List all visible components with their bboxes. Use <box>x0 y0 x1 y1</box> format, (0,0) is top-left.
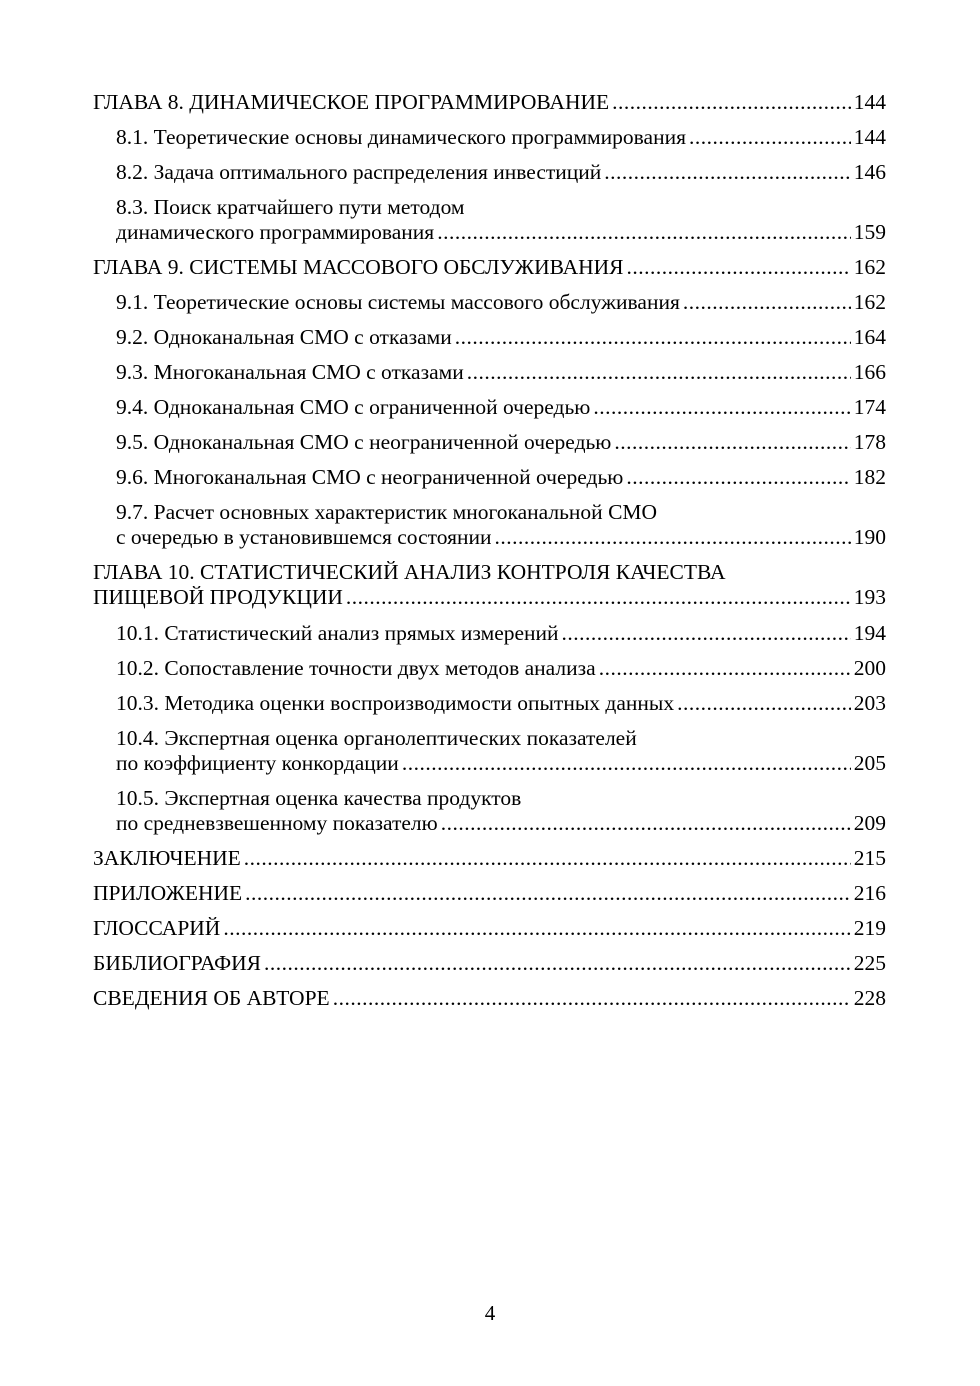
dot-leader <box>683 290 851 315</box>
toc-entry-line <box>116 691 886 716</box>
toc-entry-chapter-10[interactable] <box>93 560 886 621</box>
toc-entry-line <box>93 90 886 115</box>
toc-entry-title-line-1: ГЛАВА 10. СТАТИСТИЧЕСКИЙ АНАЛИЗ КОНТРОЛЯ КАЧЕСТВА <box>93 560 726 584</box>
toc-entry-title: ГЛОССАРИЙ <box>93 916 221 940</box>
dot-leader <box>467 360 851 385</box>
toc-entry-10-4[interactable] <box>93 726 886 786</box>
toc-entry-line <box>93 951 886 976</box>
toc-entry-title-line-2: по коэффициенту конкордации <box>116 751 399 775</box>
dot-leader <box>333 986 851 1011</box>
toc-entry-10-3[interactable] <box>93 691 886 726</box>
toc-page-number: 193 <box>853 585 886 609</box>
toc-entry-line <box>93 846 886 871</box>
toc-entry-title-line-2: с очередью в установившемся состоянии <box>116 525 492 549</box>
toc-entry-10-2[interactable] <box>93 656 886 691</box>
toc-page-number: 225 <box>853 951 886 975</box>
toc-entry-8-1[interactable] <box>93 125 886 160</box>
dot-leader <box>244 846 851 871</box>
toc-page-number: 209 <box>853 811 886 835</box>
toc-entry-line <box>93 881 886 906</box>
table-of-contents <box>93 90 886 1021</box>
toc-entry-glossary[interactable] <box>93 916 886 951</box>
toc-entry-10-1[interactable] <box>93 621 886 656</box>
toc-entry-title: БИБЛИОГРАФИЯ <box>93 951 261 975</box>
toc-entry-9-2[interactable] <box>93 325 886 360</box>
toc-entry-line <box>116 751 886 776</box>
toc-page-number: 144 <box>853 90 886 114</box>
dot-leader <box>245 881 851 906</box>
toc-entry-line <box>116 656 886 681</box>
toc-entry-line <box>116 811 886 836</box>
toc-entry-bibliography[interactable] <box>93 951 886 986</box>
toc-page-number: 144 <box>853 125 886 149</box>
toc-entry-title-line-1: 8.3. Поиск кратчайшего пути методом <box>116 195 465 219</box>
toc-entry-title: 9.2. Одноканальная СМО с отказами <box>116 325 452 349</box>
dot-leader <box>562 621 851 646</box>
toc-entry-about-author[interactable] <box>93 986 886 1021</box>
toc-page-number: 164 <box>853 325 886 349</box>
toc-entry-title: 9.1. Теоретические основы системы массового обслуживания <box>116 290 680 314</box>
toc-entry-title: ЗАКЛЮЧЕНИЕ <box>93 846 241 870</box>
toc-page-number: 190 <box>853 525 886 549</box>
toc-entry-title: СВЕДЕНИЯ ОБ АВТОРЕ <box>93 986 330 1010</box>
dot-leader <box>627 255 851 280</box>
toc-entry-title: 9.3. Многоканальная СМО с отказами <box>116 360 464 384</box>
dot-leader <box>455 325 851 350</box>
dot-leader <box>626 465 850 490</box>
dot-leader <box>402 751 851 776</box>
toc-entry-line <box>116 125 886 150</box>
toc-entry-conclusion[interactable] <box>93 846 886 881</box>
dot-leader <box>599 656 851 681</box>
toc-entry-title-line-1: 9.7. Расчет основных характеристик многоканальной СМО <box>116 500 658 524</box>
toc-entry-title: 10.3. Методика оценки воспроизводимости опытных данных <box>116 691 675 715</box>
toc-page-number: 194 <box>853 621 886 645</box>
toc-entry-9-7[interactable] <box>93 500 886 560</box>
toc-entry-line <box>116 525 886 550</box>
dot-leader <box>604 160 850 185</box>
toc-entry-title: 10.2. Сопоставление точности двух методов анализа <box>116 656 596 680</box>
toc-entry-line <box>116 621 886 646</box>
toc-entry-8-3[interactable] <box>93 195 886 255</box>
toc-entry-title: 8.2. Задача оптимального распределения инвестиций <box>116 160 602 184</box>
toc-page-number: 162 <box>853 255 886 279</box>
toc-entry-line <box>116 160 886 185</box>
toc-entry-9-5[interactable] <box>93 430 886 465</box>
toc-page-number: 219 <box>853 916 886 940</box>
dot-leader <box>614 430 850 455</box>
toc-page-number: 205 <box>853 751 886 775</box>
toc-entry-line <box>116 290 886 315</box>
toc-entry-10-5[interactable] <box>93 786 886 846</box>
toc-entry-9-6[interactable] <box>93 465 886 500</box>
dot-leader <box>223 916 850 941</box>
toc-page-number: 200 <box>853 656 886 680</box>
toc-page-number: 216 <box>853 881 886 905</box>
dot-leader <box>689 125 851 150</box>
toc-entry-8-2[interactable] <box>93 160 886 195</box>
dot-leader <box>441 811 851 836</box>
toc-entry-title: ГЛАВА 9. СИСТЕМЫ МАССОВОГО ОБСЛУЖИВАНИЯ <box>93 255 624 279</box>
toc-entry-title-line-2: по средневзвешенному показателю <box>116 811 438 835</box>
toc-entry-line <box>116 360 886 385</box>
toc-entry-appendix[interactable] <box>93 881 886 916</box>
toc-entry-title: ГЛАВА 8. ДИНАМИЧЕСКОЕ ПРОГРАММИРОВАНИЕ <box>93 90 610 114</box>
toc-page-number: 182 <box>853 465 886 489</box>
toc-entry-9-1[interactable] <box>93 290 886 325</box>
toc-entry-title-line-1: 10.4. Экспертная оценка органолептических показателей <box>116 726 637 750</box>
toc-entry-title-line-2: ПИЩЕВОЙ ПРОДУКЦИИ <box>93 585 343 609</box>
dot-leader <box>494 525 850 550</box>
dot-leader <box>264 951 851 976</box>
toc-page-number: 203 <box>853 691 886 715</box>
toc-page-number: 146 <box>853 160 886 184</box>
dot-leader <box>677 691 851 716</box>
toc-page-number: 174 <box>853 395 886 419</box>
toc-entry-line <box>93 255 886 280</box>
toc-page-number: 215 <box>853 846 886 870</box>
toc-page-number: 228 <box>853 986 886 1010</box>
toc-page-number: 162 <box>853 290 886 314</box>
dot-leader <box>593 395 850 420</box>
toc-entry-line <box>93 986 886 1011</box>
toc-entry-line <box>116 430 886 455</box>
toc-entry-title: 9.4. Одноканальная СМО с ограниченной очередью <box>116 395 591 419</box>
dot-leader <box>346 585 851 610</box>
toc-entry-chapter-9[interactable] <box>93 255 886 290</box>
toc-entry-9-4[interactable] <box>93 395 886 430</box>
toc-entry-line <box>93 585 886 610</box>
page-number: 4 <box>484 1301 496 1325</box>
dot-leader <box>612 90 851 115</box>
toc-entry-title-line-2: динамического программирования <box>116 220 435 244</box>
toc-entry-title: ПРИЛОЖЕНИЕ <box>93 881 243 905</box>
toc-entry-line <box>116 325 886 350</box>
toc-entry-title: 10.1. Статистический анализ прямых измерений <box>116 621 559 645</box>
toc-entry-line <box>116 395 886 420</box>
toc-entry-line <box>93 916 886 941</box>
toc-page-number: 166 <box>853 360 886 384</box>
toc-entry-title: 8.1. Теоретические основы динамического программирования <box>116 125 686 149</box>
toc-page-number: 178 <box>853 430 886 454</box>
toc-page-number: 159 <box>853 220 886 244</box>
toc-entry-title-line-1: 10.5. Экспертная оценка качества продуктов <box>116 786 522 810</box>
toc-entry-title: 9.5. Одноканальная СМО с неограниченной очередью <box>116 430 612 454</box>
toc-entry-9-3[interactable] <box>93 360 886 395</box>
toc-entry-chapter-8[interactable] <box>93 90 886 125</box>
toc-entry-title: 9.6. Многоканальная СМО с неограниченной очередью <box>116 465 624 489</box>
toc-entry-line <box>116 220 886 245</box>
toc-entry-line <box>116 465 886 490</box>
dot-leader <box>437 220 851 245</box>
